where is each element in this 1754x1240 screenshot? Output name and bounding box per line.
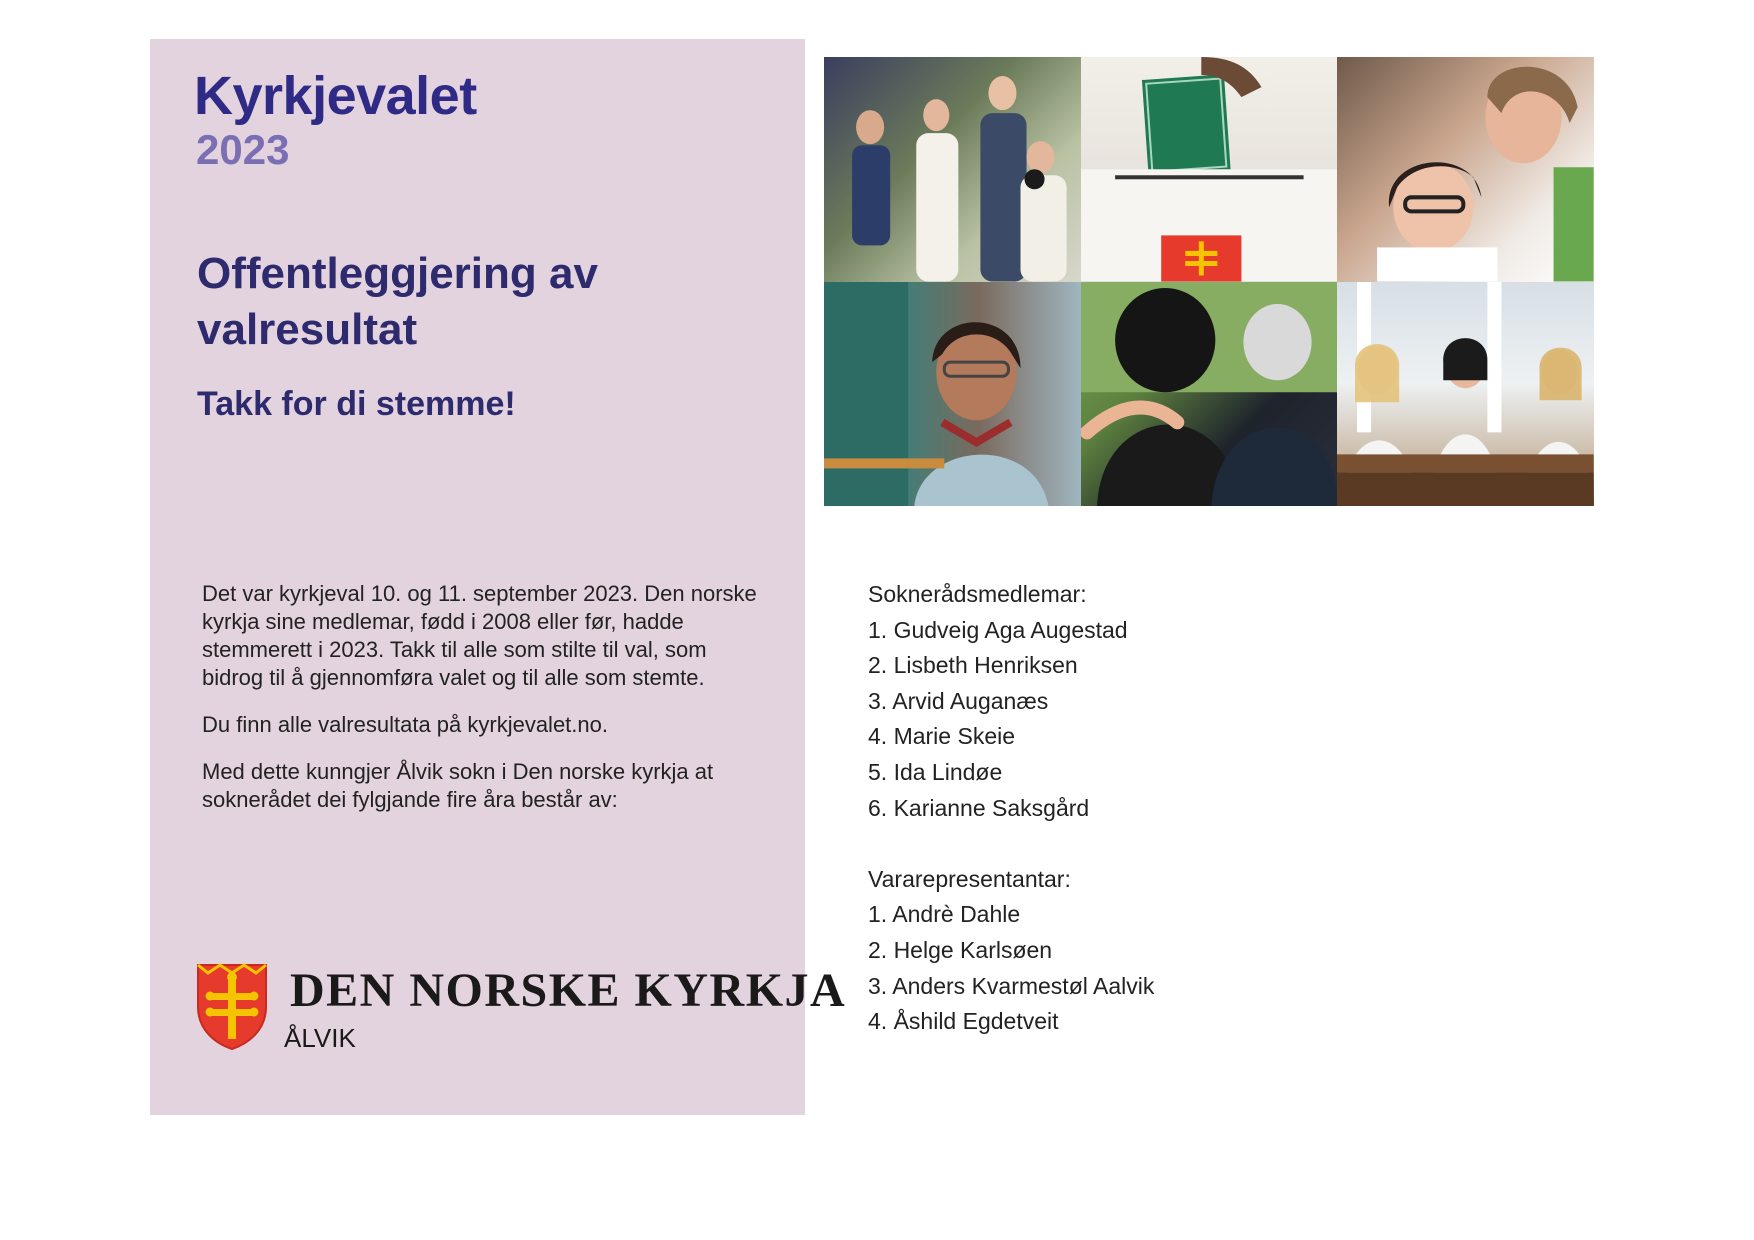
body-paragraph-2: Du finn alle valresultata på kyrkjevalet.no. bbox=[202, 712, 608, 737]
member-item: 6. Karianne Saksgård bbox=[868, 794, 1090, 821]
deputies-list bbox=[868, 897, 1468, 1039]
list-spacer bbox=[868, 826, 1468, 862]
announcement-body bbox=[202, 580, 762, 833]
brand-year: 2023 bbox=[196, 126, 290, 173]
body-paragraph-3: Med dette kunngjer Ålvik sokn i Den norske kyrkja at soknerådet dei fylgjande fire åra består av: bbox=[202, 759, 714, 812]
page-headline: Offentleggjering av valresultat bbox=[197, 249, 598, 354]
photo-smiling-woman bbox=[824, 282, 1081, 507]
deputies-heading: Vararepresentantar: bbox=[868, 865, 1071, 892]
photo-celebrating-congregation bbox=[824, 57, 1081, 282]
photo-embrace bbox=[1081, 282, 1338, 507]
body-paragraph-1: Det var kyrkjeval 10. og 11. september 2023. Den norske kyrkja sine medlemar, fødd i 2008 eller før, hadde stemmerett i 2023. Takk til alle som stilte til val, som bidrog til å gjennomføra valet og til alle som stemte. bbox=[202, 581, 757, 690]
member-item: 1. Gudveig Aga Augestad bbox=[868, 616, 1128, 643]
photo-choir bbox=[1337, 282, 1594, 507]
members-list bbox=[868, 613, 1468, 827]
photo-blessing bbox=[1337, 57, 1594, 282]
deputy-item: 2. Helge Karlsøen bbox=[868, 936, 1053, 963]
deputy-item: 1. Andrè Dahle bbox=[868, 901, 1021, 928]
church-shield-icon bbox=[196, 963, 268, 1051]
member-item: 5. Ida Lindøe bbox=[868, 758, 1003, 785]
deputy-item: 4. Åshild Egdetveit bbox=[868, 1008, 1059, 1035]
parish-council-list bbox=[868, 577, 1468, 1040]
photo-collage bbox=[824, 57, 1594, 506]
parish-name: ÅLVIK bbox=[284, 1023, 356, 1053]
member-item: 3. Arvid Auganæs bbox=[868, 687, 1049, 714]
church-logo bbox=[196, 963, 847, 1063]
logo-wordmark: DEN NORSKE KYRKJA bbox=[290, 964, 847, 1017]
info-panel bbox=[150, 39, 847, 1115]
deputy-item: 3. Anders Kvarmestøl Aalvik bbox=[868, 972, 1155, 999]
member-item: 2. Lisbeth Henriksen bbox=[868, 652, 1078, 679]
photo-ballot-box bbox=[1081, 57, 1338, 282]
member-item: 4. Marie Skeie bbox=[868, 723, 1016, 750]
brand-title: Kyrkjevalet bbox=[194, 66, 477, 126]
thanks-subheading: Takk for di stemme! bbox=[197, 385, 516, 423]
members-heading: Soknerådsmedlemar: bbox=[868, 581, 1087, 607]
